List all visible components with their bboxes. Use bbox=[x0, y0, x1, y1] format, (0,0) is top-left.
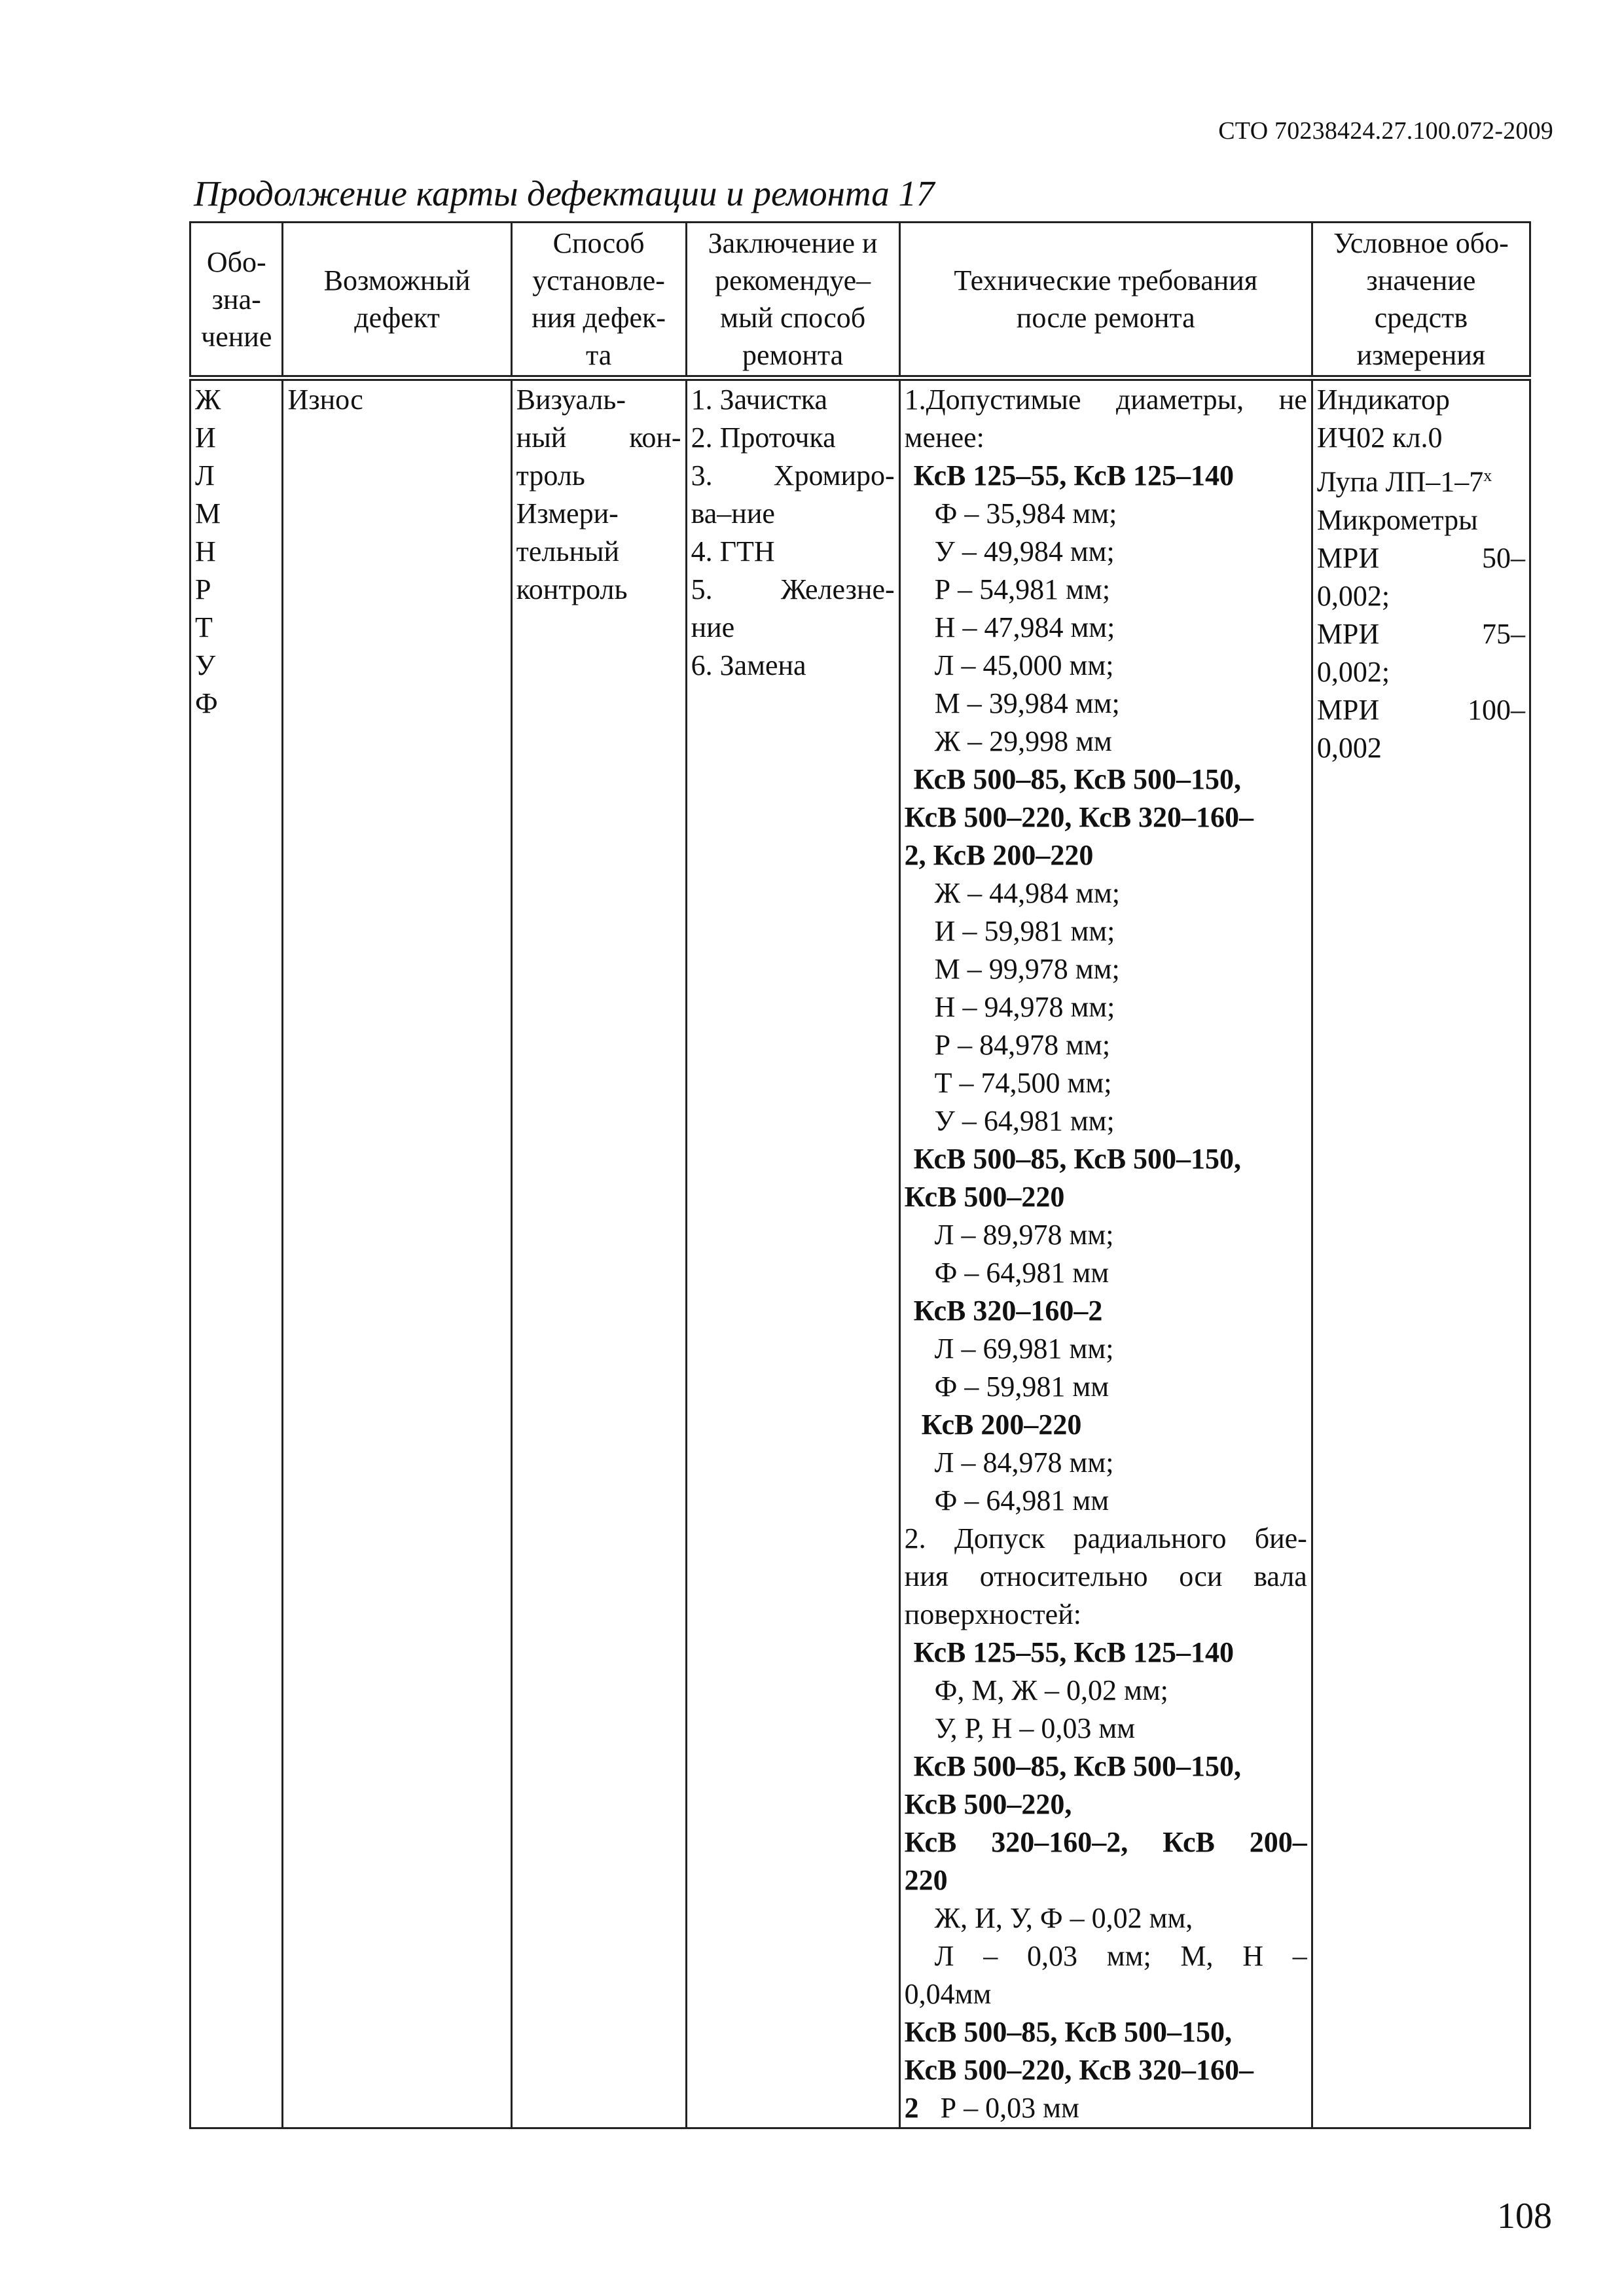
model-group-heading: КсВ 500–85, КсВ 500–150, bbox=[913, 763, 1242, 795]
cell-designation: Ж И Л М Н Р Т У Ф bbox=[190, 378, 283, 2128]
header-defect: Возможный дефект bbox=[283, 223, 511, 378]
model-group-heading: КсВ 125–55, КсВ 125–140 bbox=[913, 459, 1235, 492]
model-group-heading: КсВ 500–85, КсВ 500–150, bbox=[913, 1750, 1242, 1782]
header-row bbox=[190, 223, 1530, 378]
document-code: СТО 70238424.27.100.072-2009 bbox=[1218, 117, 1553, 145]
cell-instruments: Индикатор ИЧ02 кл.0 Лупа $ЛП-1-7^х$ Микрометры МРИ 50– 0,002; МРИ 75– 0,002; МРИ 100– 0,002 bbox=[1312, 378, 1530, 2128]
cell-conclusion: 1. Зачистка 2. Проточка 3. Хромиро- ва–ние 4. ГТН 5. Железне- ние 6. Замена bbox=[686, 378, 899, 2128]
model-group-heading: КсВ 320–160–2 bbox=[913, 1295, 1103, 1327]
model-group-heading: КсВ 500–85, КсВ 500–150, bbox=[904, 2016, 1233, 2048]
header-instruments: Условное обо- значение средств измерения bbox=[1312, 223, 1530, 378]
header-conclusion: Заключение и рекомендуе– мый способ ремонта bbox=[686, 223, 899, 378]
page-number: 108 bbox=[1497, 2196, 1552, 2236]
header-method: Способ установле- ния дефек- та bbox=[511, 223, 686, 378]
cell-requirements: 1.Допустимые диаметры, не менее: КсВ 125–55, КсВ 125–140 Ф – 35,984 мм; У – 49,984 мм; Р – 54,981 мм; Н – 47,984 мм; Л – 45,000 мм; М – 39,984 мм; Ж – 29,998 мм КсВ 500–85, КсВ 500–150, КсВ 500–220, КсВ 320–160– 2, КсВ 200–220 Ж – 44,984 мм; И – 59,981 мм; М – 99,978 мм; Н – 94,978 мм; Р – 84,978 мм; Т – 74,500 мм; У – 64,981 мм; КсВ 500–85, КсВ 500–150, КсВ 500–220 Л – 89,978 мм; Ф – 64,981 мм КсВ 320–160–2 Л – 69,981 мм; Ф – 59,981 мм КсВ 200–220 Л – 84,978 мм; Ф – 64,981 мм 2. Допуск радиального бие- ния относительно оси вала поверхностей: КсВ 125–55, КсВ 125–140 Ф, М, Ж – 0,02 мм; У, Р, Н – 0,03 мм КсВ 500–85, КсВ 500–150, КсВ 500–220, КсВ 320–160–2, КсВ 200– 220 Ж, И, У, Ф – 0,02 мм, Л – 0,03 мм; М, Н – 0,04мм КсВ 500–85, КсВ 500–150, КсВ 500–220, КсВ 320–160– 2 Р – 0,03 мм bbox=[899, 378, 1312, 2128]
model-group-heading: КсВ 200–220 bbox=[921, 1408, 1082, 1441]
model-group-heading: КсВ 125–55, КсВ 125–140 bbox=[913, 1636, 1235, 1668]
header-designation: Обо- зна- чение bbox=[190, 223, 283, 378]
model-group-heading: КсВ 500–85, КсВ 500–150, bbox=[913, 1143, 1242, 1175]
cell-method: Визуаль- ный кон- троль Измери- тельный контроль bbox=[511, 378, 686, 2128]
defect-repair-table bbox=[189, 221, 1531, 2129]
table-row bbox=[190, 378, 1530, 2128]
cell-defect: Износ bbox=[283, 378, 511, 2128]
table-caption: Продолжение карты дефектации и ремонта 17 bbox=[194, 173, 935, 213]
header-requirements: Технические требования после ремонта bbox=[899, 223, 1312, 378]
